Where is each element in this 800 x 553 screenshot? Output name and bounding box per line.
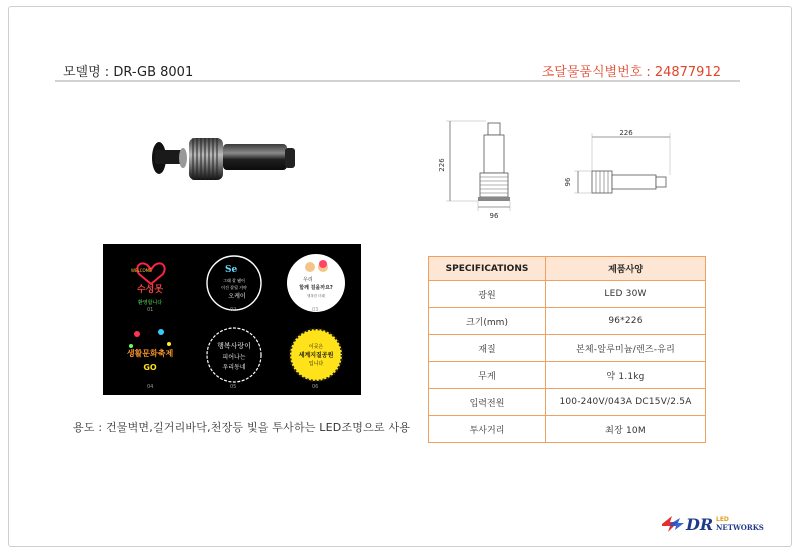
gobo-label-6: 06: [312, 384, 319, 390]
spec-key: 재질: [429, 335, 546, 362]
gobo-2-icon: Se: [225, 265, 238, 275]
spec-header-right: 제품사양: [546, 257, 706, 281]
gobo-6-line2: 세계지질공원: [298, 352, 334, 359]
gobo-4-go: GO: [143, 363, 157, 372]
spec-value: 100-240V/043A DC15V/2.5A: [546, 389, 706, 416]
height-dimension-label: 226: [438, 158, 446, 172]
width-dimension-label: 96: [489, 212, 499, 220]
procurement-id: 조달물품식별번호 : 24877912: [541, 65, 721, 80]
gobo-3-line1: 우리: [303, 277, 313, 283]
table-row: [429, 335, 706, 362]
product-photo: [145, 128, 305, 188]
spec-value: 본체-알루미늄/렌즈-유리: [546, 335, 706, 362]
spec-key: 광원: [429, 281, 546, 308]
side-height-label: 96: [564, 177, 572, 187]
spec-key: 투사거리: [429, 416, 546, 443]
spec-value: LED 30W: [546, 281, 706, 308]
table-row: [429, 416, 706, 443]
specification-table: [428, 256, 706, 443]
gobo-1-welcome: WELCOME: [131, 268, 152, 273]
logo-led: LED: [716, 516, 729, 523]
gobo-6-line3: 입니다: [308, 361, 324, 367]
gobo-label-5: 05: [230, 384, 237, 390]
side-view-drawing: [558, 115, 678, 225]
model-name: 모델명 : DR-GB 8001: [63, 65, 194, 80]
gobo-2-line4: 오케이: [228, 293, 246, 300]
spec-key: 크기(mm): [429, 308, 546, 335]
spec-header-row: [429, 257, 706, 281]
spec-header-left: SPECIFICATIONS: [429, 257, 546, 281]
spec-value: 최장 10M: [546, 416, 706, 443]
gobo-3-line3: 행복한 미래: [306, 294, 326, 298]
spec-key: 입력전원: [429, 389, 546, 416]
company-logo: [660, 512, 772, 536]
spec-key: 무게: [429, 362, 546, 389]
logo-dr: DR: [686, 515, 714, 534]
gobo-3-line2: 함께 걸을까요?: [299, 285, 333, 291]
side-length-label: 226: [619, 129, 633, 137]
table-row: [429, 389, 706, 416]
table-row: [429, 281, 706, 308]
table-row: [429, 308, 706, 335]
gobo-5-line2: 피어나는: [222, 354, 246, 361]
gobo-1-title: 수성못: [136, 285, 164, 295]
gobo-label-1: 01: [147, 307, 154, 313]
gobo-label-3: 03: [312, 307, 319, 313]
gobo-2-line2: 그래 잘 됐어: [223, 278, 245, 283]
gobo-sample-5: [199, 320, 269, 390]
gobo-4-title: 생활문화축제: [126, 349, 174, 358]
gobo-sample-4: [115, 320, 185, 390]
front-view-drawing: [440, 115, 540, 225]
table-row: [429, 362, 706, 389]
gobo-5-line1: 행복사랑이: [217, 342, 251, 350]
spec-value: 96*226: [546, 308, 706, 335]
header-divider: [55, 80, 740, 82]
gobo-sample-gallery: [103, 244, 361, 395]
logo-networks: NETWORKS: [716, 523, 764, 532]
usage-description: 용도 : 건물벽면,길거리바닥,천장등 빛을 투사하는 LED조명으로 사용: [73, 421, 411, 434]
gobo-5-line3: 우리동네: [222, 364, 246, 371]
gobo-sample-6: [281, 320, 351, 390]
gobo-6-line1: 이곳은: [308, 344, 324, 350]
gobo-label-4: 04: [147, 384, 154, 390]
gobo-1-subtitle: 환영합니다: [137, 300, 163, 306]
gobo-2-line3: 이건 잘될 거야: [221, 285, 247, 290]
spec-value: 약 1.1kg: [546, 362, 706, 389]
gobo-label-2: 02: [230, 307, 237, 313]
